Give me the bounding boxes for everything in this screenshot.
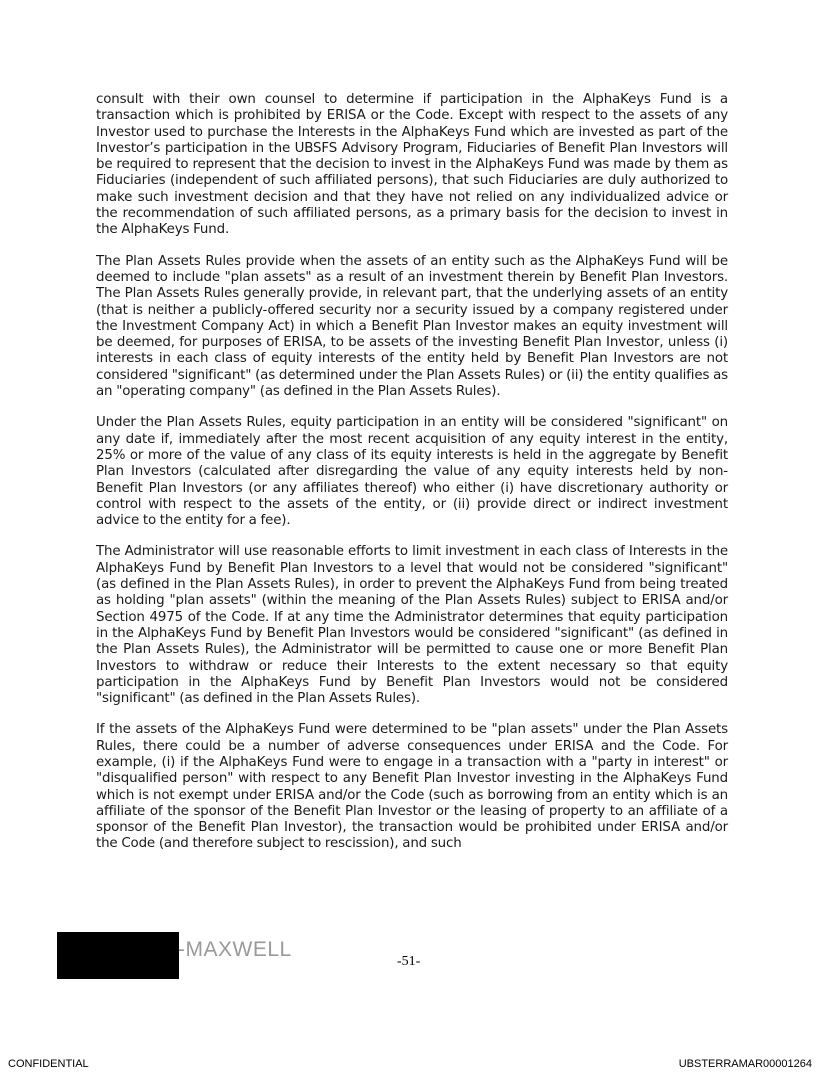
paragraph-2: The Plan Assets Rules provide when the assets of an entity such as the AlphaKeys Fund will be deemed to include "plan assets" as a result of an investment therein by Benefit Plan Investors. The Plan Assets Rules generally provide, in relevant part, that the underlying assets of an entity (that is neither a publicly-offered security nor a security issued by a company registered under the Investment Company Act) in which a Benefit Plan Investor makes an equity investment will be deemed, for purposes of ERISA, to be assets of the investing Benefit Plan Investor, unless (i) interests in each class of equity interests of the entity held by Benefit Plan Investors are not considered "significant" (as determined under the Plan Assets Rules) or (ii) the entity qualifies as an "operating company" (as defined in the Plan Assets Rules). — [96, 253, 728, 400]
watermark-text: -MAXWELL — [178, 938, 292, 961]
paragraph-1: consult with their own counsel to determine if participation in the AlphaKeys Fund is a transaction which is prohibited by ERISA or the Code. Except with respect to the assets of any Investor used to purchase the Interests in the AlphaKeys Fund which are invested as part of the Investor’s participation in the UBSFS Advisory Program, Fiduciaries of Benefit Plan Investors will be required to represent that the decision to invest in the AlphaKeys Fund was made by them as Fiduciaries (independent of such affiliated persons), that such Fiduciaries are duly authorized to make such investment decision and that they have not relied on any individualized advice or the recommendation of such affiliated persons, as a primary basis for the decision to invest in the AlphaKeys Fund. — [96, 92, 728, 238]
confidential-label: CONFIDENTIAL — [8, 1058, 89, 1070]
bates-number: UBSTERRAMAR00001264 — [678, 1058, 812, 1070]
paragraph-5: If the assets of the AlphaKeys Fund were determined to be "plan assets" under the Plan Assets Rules, there could be a number of adverse consequences under ERISA and the Code. For example, (i) if the AlphaKeys Fund were to engage in a transaction with a "party in interest" or "disqualified person" with respect to any Benefit Plan Investor investing in the AlphaKeys Fund which is not exempt under ERISA and/or the Code (such as borrowing from an entity which is an affiliate of the sponsor of the Benefit Plan Investor or the leasing of property to an affiliate of a sponsor of the Benefit Plan Investor), the transaction would be prohibited under ERISA and/or the Code (and therefore subject to rescission), and such — [96, 722, 728, 852]
paragraph-4: The Administrator will use reasonable efforts to limit investment in each class of Interests in the AlphaKeys Fund by Benefit Plan Investors to a level that would not be considered "significant" (as defined in the Plan Assets Rules), in order to prevent the AlphaKeys Fund from being treated as holding "plan assets" (within the meaning of the Plan Assets Rules) subject to ERISA and/or Section 4975 of the Code. If at any time the Administrator determines that equity participation in the AlphaKeys Fund by Benefit Plan Investors would be considered "significant" (as defined in the Plan Assets Rules), the Administrator will be permitted to cause one or more Benefit Plan Investors to withdraw or reduce their Interests to the extent necessary so that equity participation in the AlphaKeys Fund by Benefit Plan Investors would not be considered "significant" (as defined in the Plan Assets Rules). — [96, 544, 728, 707]
redaction-box — [57, 932, 179, 979]
page-number: -51- — [397, 954, 421, 969]
paragraph-3: Under the Plan Assets Rules, equity participation in an entity will be considered "significant" on any date if, immediately after the most recent acquisition of any equity interest in the entity, 25% or more of the value of any class of its equity interests is held in the aggregate by Benefit Plan Investors (calculated after disregarding the value of any equity interests held by non-Benefit Plan Investors (or any affiliates thereof) who either (i) have discretionary authority or control with respect to the assets of the entity, or (ii) provide direct or indirect investment advice to the entity for a fee). — [96, 415, 728, 529]
document-body — [96, 92, 728, 868]
